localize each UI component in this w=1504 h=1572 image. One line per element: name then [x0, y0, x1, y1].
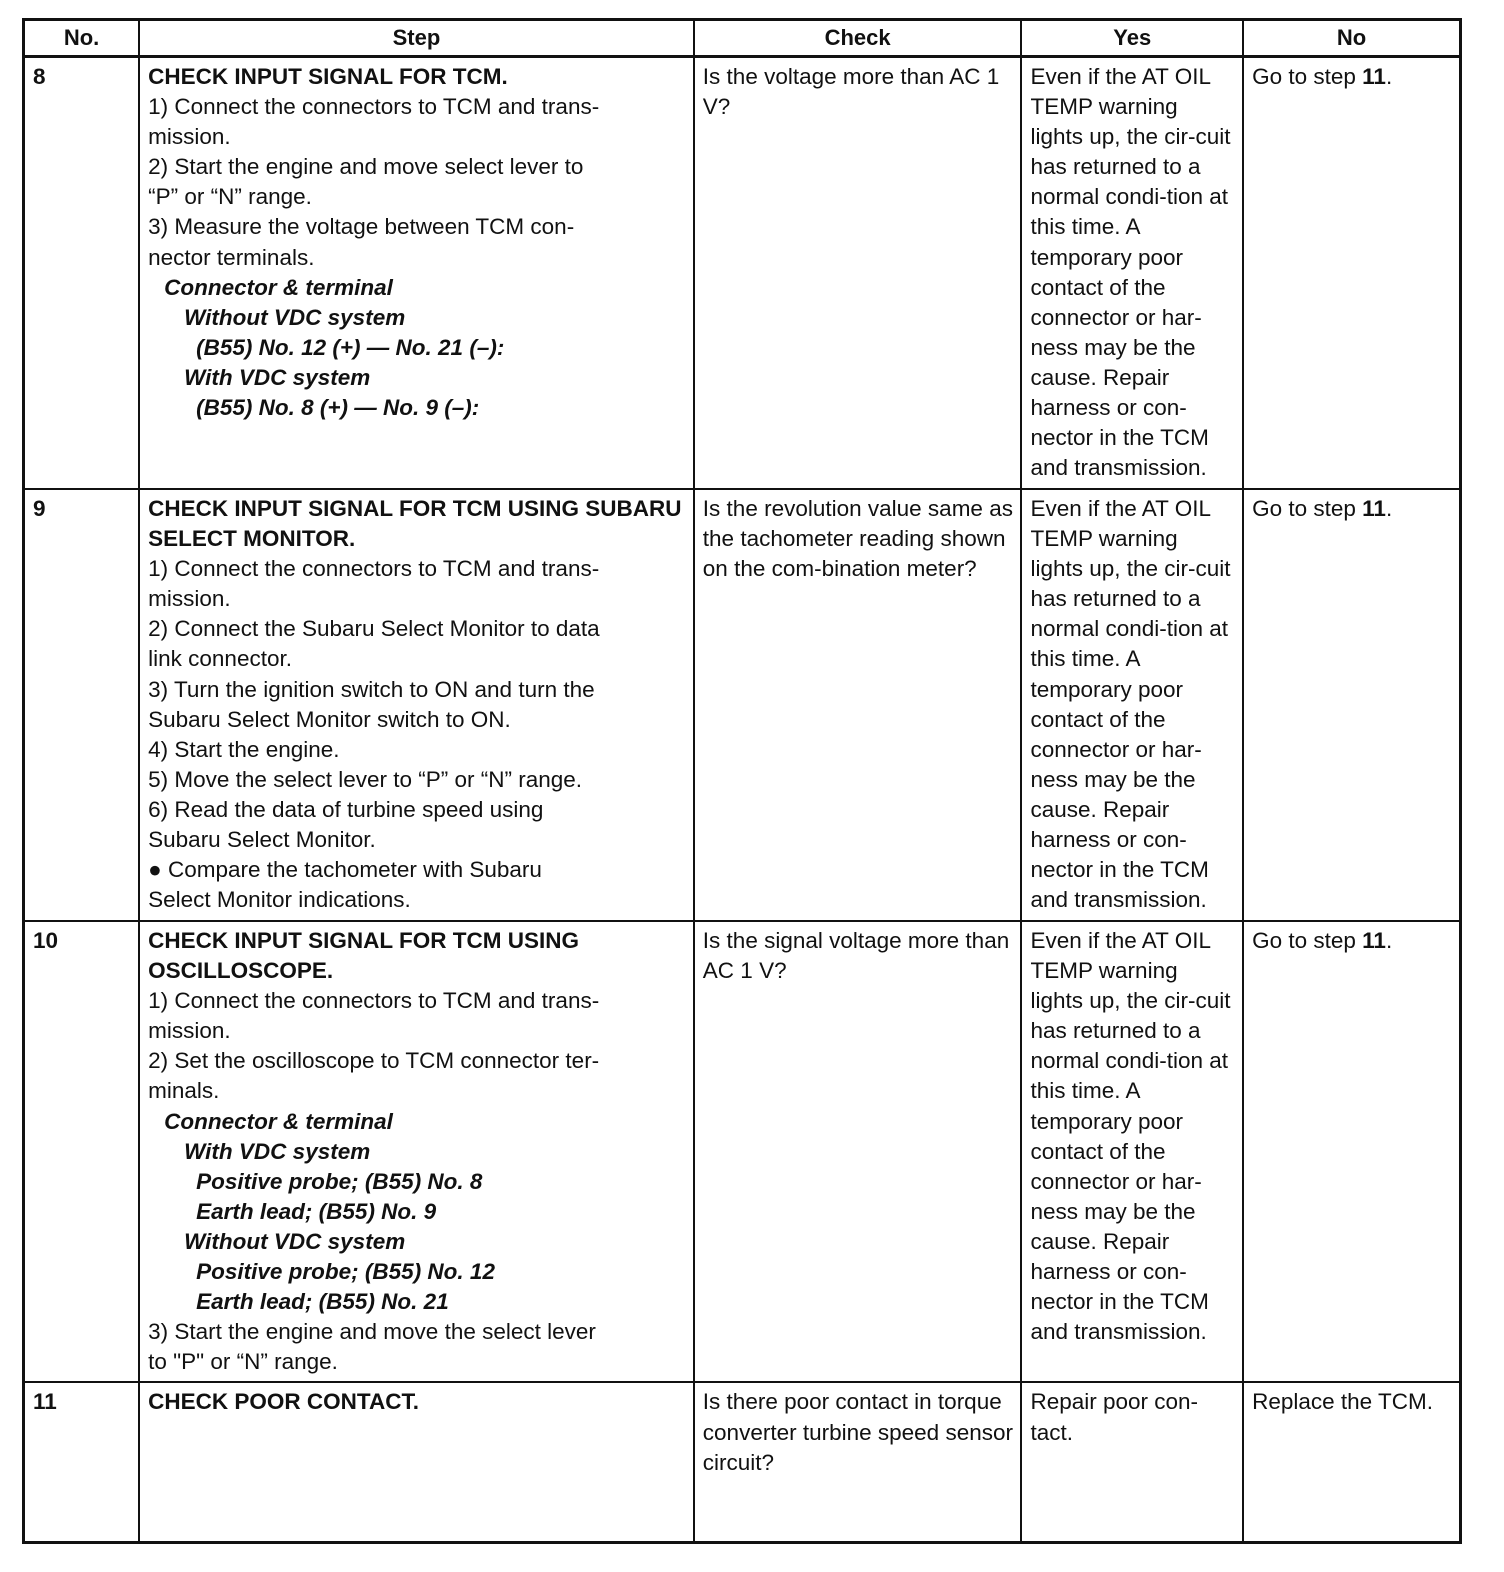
- spec-system: With VDC system: [184, 1138, 371, 1164]
- spec-system: With VDC system: [184, 364, 371, 390]
- spec-terminal: Positive probe; (B55) No. 12: [196, 1259, 495, 1285]
- step-cell: [139, 921, 694, 1382]
- step-number: 8: [24, 57, 140, 490]
- step-line: Select Monitor indications.: [148, 887, 411, 913]
- step-line: 1) Connect the connectors to TCM and trans-: [148, 94, 600, 120]
- step-line: 2) Set the oscilloscope to TCM connector ter-: [148, 1048, 600, 1074]
- header-step: Step: [139, 20, 694, 57]
- step-line: 5) Move the select lever to “P” or “N” range.: [148, 766, 583, 792]
- no-text: Go to step: [1252, 496, 1363, 521]
- step-cell: [139, 1382, 694, 1543]
- header-check: Check: [694, 20, 1022, 57]
- no-text-suffix: .: [1385, 64, 1393, 89]
- header-yes: Yes: [1021, 20, 1243, 57]
- goto-step-number: 11: [1362, 928, 1386, 953]
- table-row-step-10: [24, 921, 1461, 1382]
- no-text-suffix: .: [1385, 928, 1393, 953]
- spec-terminal: (B55) No. 8 (+) — No. 9 (–):: [196, 395, 480, 421]
- step-line: to "P" or “N” range.: [148, 1349, 338, 1375]
- step-title: CHECK INPUT SIGNAL FOR TCM USING SUBARU SELECT MONITOR.: [148, 496, 682, 552]
- step-line: 2) Connect the Subaru Select Monitor to data: [148, 616, 600, 642]
- step-line: mission.: [148, 586, 231, 612]
- no-cell: [1243, 489, 1460, 921]
- step-title: CHECK INPUT SIGNAL FOR TCM.: [148, 64, 508, 89]
- step-number: 9: [24, 489, 140, 921]
- step-line: Subaru Select Monitor switch to ON.: [148, 706, 511, 732]
- check-cell: Is the voltage more than AC 1 V?: [694, 57, 1022, 490]
- yes-cell: Even if the AT OIL TEMP warning lights up, the cir-cuit has returned to a normal condi-tion at this time. A temporary poor contact of the connector or har-ness may be the cause. Repair harness or con-nector in the TCM and transmission.: [1021, 921, 1243, 1382]
- no-text: Go to step: [1252, 64, 1363, 89]
- step-line: mission.: [148, 1018, 231, 1044]
- step-line: Subaru Select Monitor.: [148, 827, 376, 853]
- check-cell: Is the revolution value same as the tachometer reading shown on the com-bination meter?: [694, 489, 1022, 921]
- diagnostic-table: [22, 18, 1462, 1544]
- step-line: minals.: [148, 1078, 220, 1104]
- no-text: Go to step: [1252, 928, 1363, 953]
- step-number: 11: [24, 1382, 140, 1543]
- yes-cell: Even if the AT OIL TEMP warning lights up, the cir-cuit has returned to a normal condi-tion at this time. A temporary poor contact of the connector or har-ness may be the cause. Repair harness or con-nector in the TCM and transmission.: [1021, 57, 1243, 490]
- spec-system: Without VDC system: [184, 1228, 406, 1254]
- spec-heading: Connector & terminal: [164, 1108, 393, 1134]
- step-line: link connector.: [148, 646, 292, 672]
- spec-heading: Connector & terminal: [164, 274, 393, 300]
- spec-terminal: Earth lead; (B55) No. 21: [196, 1289, 449, 1315]
- step-line: 1) Connect the connectors to TCM and trans-: [148, 556, 600, 582]
- no-cell: Replace the TCM.: [1243, 1382, 1460, 1543]
- yes-cell: Repair poor con-tact.: [1021, 1382, 1243, 1543]
- step-number: 10: [24, 921, 140, 1382]
- step-line: mission.: [148, 124, 231, 150]
- step-title: CHECK INPUT SIGNAL FOR TCM USING OSCILLOSCOPE.: [148, 928, 579, 984]
- table-row-step-9: [24, 489, 1461, 921]
- no-cell: [1243, 57, 1460, 490]
- header-no: No.: [24, 20, 140, 57]
- spec-terminal: Earth lead; (B55) No. 9: [196, 1198, 437, 1224]
- step-line: 2) Start the engine and move select lever to: [148, 154, 584, 180]
- step-line: nector terminals.: [148, 244, 315, 270]
- no-cell: [1243, 921, 1460, 1382]
- header-no-result: No: [1243, 20, 1460, 57]
- yes-cell: Even if the AT OIL TEMP warning lights up, the cir-cuit has returned to a normal condi-tion at this time. A temporary poor contact of the connector or har-ness may be the cause. Repair harness or con-nector in the TCM and transmission.: [1021, 489, 1243, 921]
- check-cell: Is there poor contact in torque converter turbine speed sensor circuit?: [694, 1382, 1022, 1543]
- step-bullet-line: ● Compare the tachometer with Subaru: [148, 857, 542, 883]
- step-line: 3) Measure the voltage between TCM con-: [148, 214, 575, 240]
- step-line: 1) Connect the connectors to TCM and trans-: [148, 988, 600, 1014]
- step-line: “P” or “N” range.: [148, 184, 312, 210]
- step-line: 3) Start the engine and move the select lever: [148, 1319, 596, 1345]
- step-cell: [139, 489, 694, 921]
- spec-terminal: Positive probe; (B55) No. 8: [196, 1168, 483, 1194]
- spec-terminal: (B55) No. 12 (+) — No. 21 (–):: [196, 334, 505, 360]
- goto-step-number: 11: [1362, 64, 1386, 89]
- step-cell: [139, 57, 694, 490]
- step-title: CHECK POOR CONTACT.: [148, 1389, 419, 1415]
- no-text-suffix: .: [1385, 496, 1393, 521]
- table-row-step-11: [24, 1382, 1461, 1543]
- table-row-step-8: [24, 57, 1461, 490]
- step-line: 4) Start the engine.: [148, 736, 340, 762]
- check-cell: Is the signal voltage more than AC 1 V?: [694, 921, 1022, 1382]
- goto-step-number: 11: [1362, 496, 1386, 521]
- spec-system: Without VDC system: [184, 304, 406, 330]
- step-line: 6) Read the data of turbine speed using: [148, 796, 544, 822]
- header-row: [24, 20, 1461, 57]
- step-line: 3) Turn the ignition switch to ON and turn the: [148, 676, 595, 702]
